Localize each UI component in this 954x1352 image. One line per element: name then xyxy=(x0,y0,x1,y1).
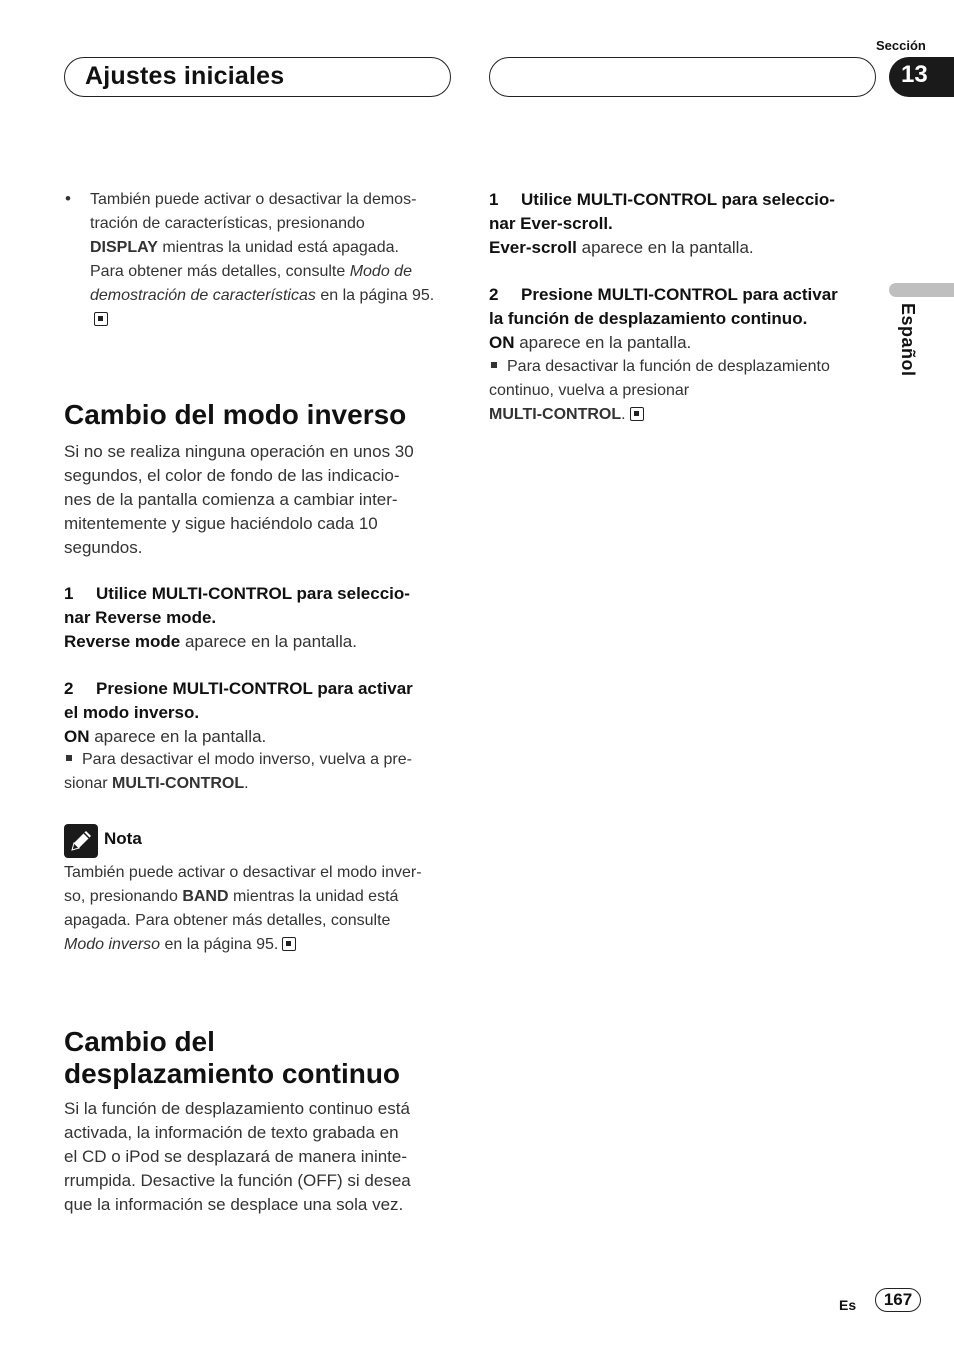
intro-bullet xyxy=(90,188,450,332)
sub-bullet xyxy=(64,748,454,796)
result-key: Reverse mode xyxy=(64,632,181,651)
sub-bullet-text: Para desactivar el modo inverso, vuelva a pre- xyxy=(82,751,412,768)
section-heading: Cambio del modo inverso xyxy=(64,399,407,430)
note-reference[interactable]: Modo inverso xyxy=(64,936,161,953)
sub-bullet-text-cont: continuo, vuelva a presionar xyxy=(489,382,690,399)
step-2-result xyxy=(64,725,454,749)
end-mark-icon xyxy=(630,407,644,421)
heading-line-1: Cambio del xyxy=(64,1026,215,1057)
step-text-cont: la función de desplazamiento continuo. xyxy=(489,309,808,328)
language-label: Español xyxy=(898,303,918,377)
body-line: nes de la pantalla comienza a cambiar inter- xyxy=(64,490,398,509)
body-line: mitentemente y sigue haciéndolo cada 10 xyxy=(64,514,378,533)
end-mark-icon xyxy=(282,937,296,951)
section-number-badge: 13 xyxy=(889,57,954,97)
intro-line-4-text: Para obtener más detalles, consulte xyxy=(90,263,350,280)
language-code: Es xyxy=(839,1297,857,1313)
multi-control-key: MULTI-CONTROL xyxy=(112,775,245,792)
note-line-1: También puede activar o desactivar el modo inver- xyxy=(64,864,422,881)
step-number: 1 xyxy=(64,584,74,603)
note-page-ref: en la página 95. xyxy=(160,936,279,953)
body-line: el CD o iPod se desplazará de manera ininte- xyxy=(64,1147,408,1166)
note-line-2-cont: mientras la unidad está xyxy=(228,888,399,905)
sub-bullet-text-cont: sionar xyxy=(64,775,113,792)
body-line: que la información se desplace una sola vez. xyxy=(64,1195,404,1214)
section1-body xyxy=(64,440,454,560)
result-key: ON xyxy=(489,333,515,352)
display-key: DISPLAY xyxy=(90,239,158,256)
sub-bullet-text: Para desactivar la función de desplazamiento xyxy=(507,358,830,375)
section-label: Sección xyxy=(876,38,926,53)
note-line-2: so, presionando xyxy=(64,888,183,905)
step-2 xyxy=(64,677,454,725)
pencil-note-icon xyxy=(64,824,98,858)
right-step-1-result xyxy=(489,236,879,260)
intro-line-3-text: mientras la unidad está apagada. xyxy=(157,239,399,256)
result-key: Ever-scroll xyxy=(489,238,577,257)
header-title-pill xyxy=(64,57,451,97)
step-text-cont: nar Ever-scroll. xyxy=(489,214,613,233)
right-step-2-result xyxy=(489,331,879,355)
body-line: segundos, el color de fondo de las indicacio- xyxy=(64,466,400,485)
note-label: Nota xyxy=(104,829,142,848)
result-text: aparece en la pantalla. xyxy=(180,632,357,651)
result-text: aparece en la pantalla. xyxy=(576,238,754,257)
language-tab xyxy=(889,283,954,297)
intro-page-ref: en la página 95. xyxy=(315,287,435,304)
header-blank-pill xyxy=(489,57,876,97)
right-step-1 xyxy=(489,188,879,236)
step-1 xyxy=(64,582,454,630)
heading-line-2: desplazamiento continuo xyxy=(64,1058,401,1089)
step-text: Presione MULTI-CONTROL para activar xyxy=(96,679,413,698)
body-line: Si no se realiza ninguna operación en unos 30 xyxy=(64,442,414,461)
step-text-cont: nar Reverse mode. xyxy=(64,608,217,627)
step-number: 2 xyxy=(64,679,74,698)
step-1-result xyxy=(64,630,454,654)
body-line: activada, la información de texto grabada en xyxy=(64,1123,399,1142)
step-number: 1 xyxy=(489,190,499,209)
step-text: Presione MULTI-CONTROL para activar xyxy=(521,285,838,304)
step-text: Utilice MULTI-CONTROL para seleccio- xyxy=(521,190,835,209)
intro-line-2: tración de características, presionando xyxy=(90,215,365,232)
result-text: aparece en la pantalla. xyxy=(514,333,692,352)
right-sub-bullet xyxy=(489,355,884,427)
intro-line-1: También puede activar o desactivar la demos- xyxy=(90,191,417,208)
header-title: Ajustes iniciales xyxy=(85,62,285,90)
note-line-3: apagada. Para obtener más detalles, consulte xyxy=(64,912,391,929)
bullet-dot: • xyxy=(65,189,71,208)
page-number: 167 xyxy=(875,1288,921,1312)
intro-line-3 xyxy=(90,236,450,260)
note-body xyxy=(64,861,459,957)
square-bullet-icon xyxy=(491,362,497,368)
section2-body xyxy=(64,1097,454,1217)
multi-control-key: MULTI-CONTROL xyxy=(489,406,622,423)
square-bullet-icon xyxy=(66,755,72,761)
step-text: Utilice MULTI-CONTROL para seleccio- xyxy=(96,584,410,603)
intro-reference[interactable]: Modo de demostración de características xyxy=(90,263,412,304)
result-text: aparece en la pantalla. xyxy=(89,727,267,746)
body-line: rrumpida. Desactive la función (OFF) si desea xyxy=(64,1171,411,1190)
step-number: 2 xyxy=(489,285,499,304)
end-mark-icon xyxy=(94,312,108,326)
right-step-2 xyxy=(489,283,879,331)
body-line: segundos. xyxy=(64,538,143,557)
section-heading-2 xyxy=(64,1026,400,1090)
period: . xyxy=(621,406,626,423)
intro-line-4 xyxy=(90,260,450,332)
band-key: BAND xyxy=(182,888,229,905)
period: . xyxy=(244,775,249,792)
result-key: ON xyxy=(64,727,90,746)
step-text-cont: el modo inverso. xyxy=(64,703,200,722)
body-line: Si la función de desplazamiento continuo está xyxy=(64,1099,410,1118)
